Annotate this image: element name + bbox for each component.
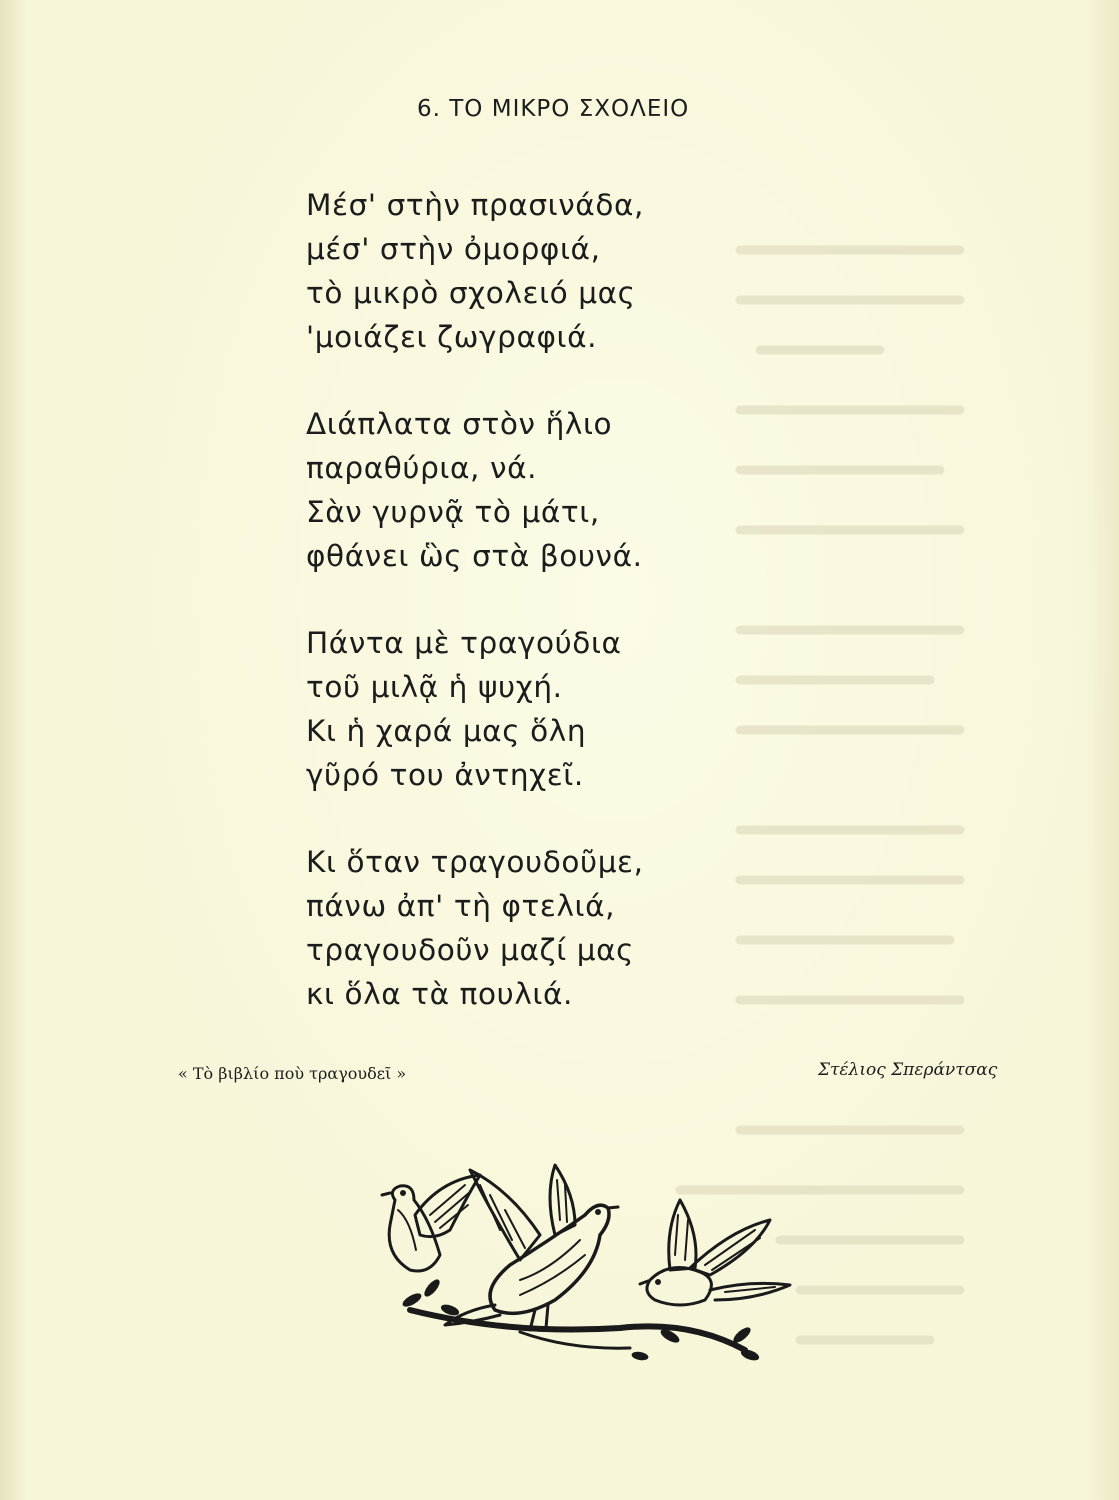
- poem-title: 6. ΤΟ ΜΙΚΡΟ ΣΧΟΛΕΙΟ: [417, 96, 690, 122]
- verse-line: τραγουδοῦν μαζί μας: [306, 933, 635, 967]
- source-citation: « Τὸ βιβλίο ποὺ τραγουδεῖ »: [178, 1064, 407, 1083]
- stanza: [306, 621, 644, 797]
- verse-line: τοῦ μιλᾷ ἡ ψυχή.: [306, 670, 563, 704]
- poem-body: [306, 183, 644, 1059]
- verse-line: πάνω ἀπ' τὴ φτελιά,: [306, 889, 616, 923]
- verse-line: μέσ' στὴν ὀμορφιά,: [306, 232, 601, 266]
- verse-line: Μέσ' στὴν πρασινάδα,: [306, 188, 644, 222]
- verse-line: τὸ μικρὸ σχολειό μας: [306, 276, 636, 310]
- verse-line: Κι ὅταν τραγουδοῦμε,: [306, 845, 644, 879]
- verse-line: γῦρό του ἀντηχεῖ.: [306, 758, 584, 792]
- stanza: [306, 402, 644, 578]
- verse-line: κι ὅλα τὰ πουλιά.: [306, 977, 573, 1011]
- birds-on-branch-icon: [370, 1160, 810, 1375]
- verse-line: Σὰν γυρνᾷ τὸ μάτι,: [306, 495, 600, 529]
- author-name: Στέλιος Σπεράντσας: [818, 1060, 998, 1080]
- stanza: [306, 183, 644, 359]
- verse-line: Πάντα μὲ τραγούδια: [306, 626, 622, 660]
- verse-line: Διάπλατα στὸν ἥλιο: [306, 407, 613, 441]
- verse-line: 'μοιάζει ζωγραφιά.: [306, 320, 598, 354]
- verse-line: φθάνει ὣς στὰ βουνά.: [306, 539, 643, 573]
- verse-line: Κι ἡ χαρά μας ὅλη: [306, 714, 587, 748]
- verse-line: παραθύρια, νά.: [306, 451, 538, 485]
- stanza: [306, 840, 644, 1016]
